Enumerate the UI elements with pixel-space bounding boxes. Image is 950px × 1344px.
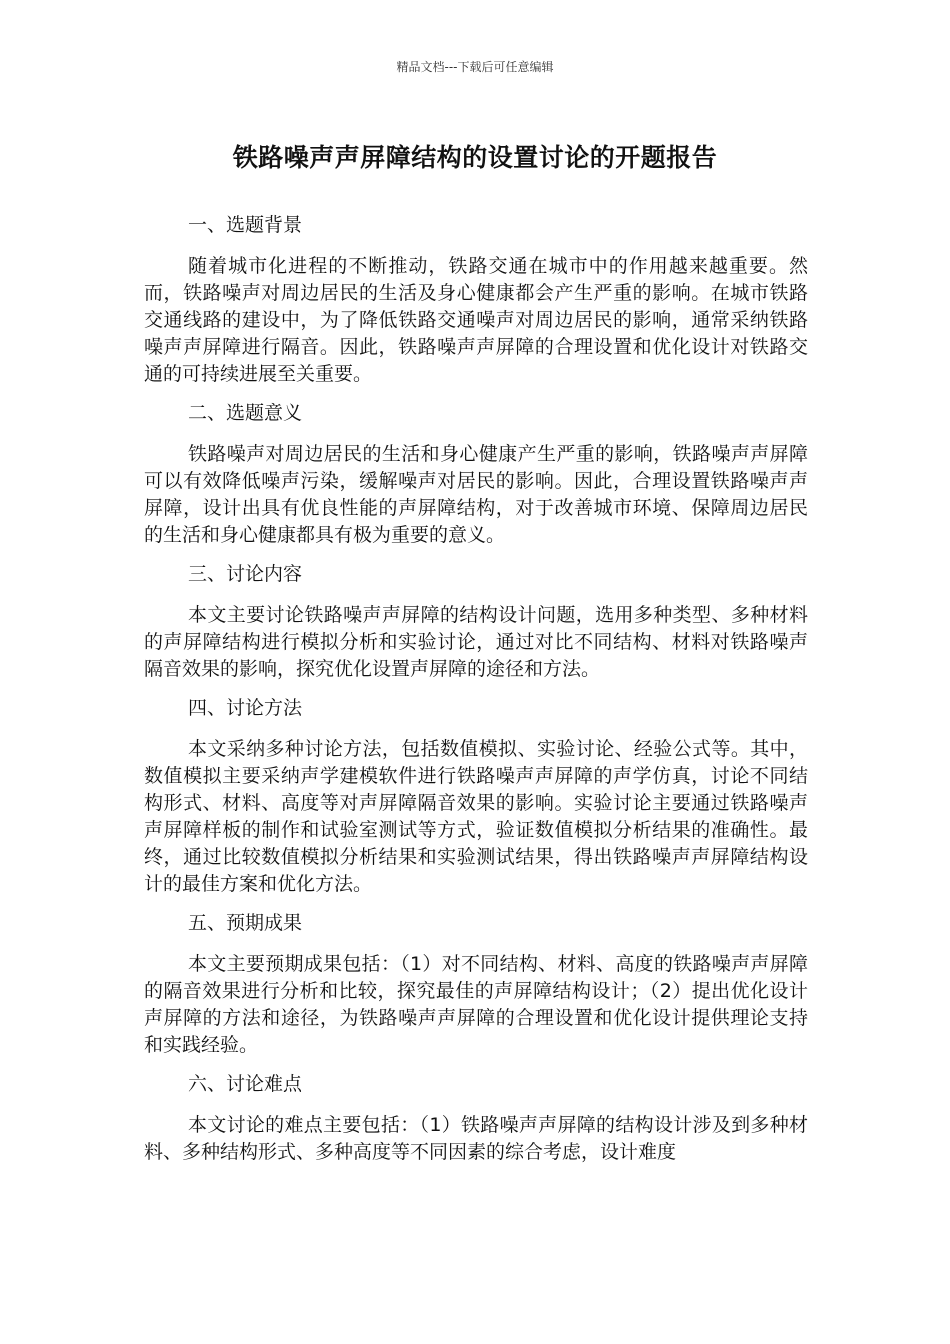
section-paragraph-background: 随着城市化进程的不断推动，铁路交通在城市中的作用越来越重要。然而，铁路噪声对周边居民的生活及身心健康都会产生严重的影响。在城市铁路交通线路的建设中，为了降低铁路交通噪声对周边居民的影响，通常采纳铁路噪声声屏障进行隔音。因此，铁路噪声声屏障的合理设置和优化设计对铁路交通的可持续进展至关重要。 <box>144 255 808 385</box>
section-paragraph-significance: 铁路噪声对周边居民的生活和身心健康产生严重的影响，铁路噪声声屏障可以有效降低噪声污染，缓解噪声对居民的影响。因此，合理设置铁路噪声声屏障，设计出具有优良性能的声屏障结构，对于改善城市环境、保障周边居民的生活和身心健康都具有极为重要的意义。 <box>144 443 808 546</box>
section-paragraph-difficulties: 本文讨论的难点主要包括：（1）铁路噪声声屏障的结构设计涉及到多种材料、多种结构形式、多种高度等不同因素的综合考虑，设计难度 <box>144 1114 808 1163</box>
section-heading-significance: 二、选题意义 <box>188 402 303 424</box>
section-paragraph-methods: 本文采纳多种讨论方法，包括数值模拟、实验讨论、经验公式等。其中，数值模拟主要采纳声学建模软件进行铁路噪声声屏障的声学仿真，讨论不同结构形式、材料、高度等对声屏障隔音效果的影响。实验讨论主要通过铁路噪声声屏障样板的制作和试验室测试等方式，验证数值模拟分析结果的准确性。最终，通过比较数值模拟分析结果和实验测试结果，得出铁路噪声声屏障结构设计的最佳方案和优化方法。 <box>144 738 808 895</box>
section-heading-background: 一、选题背景 <box>188 214 303 236</box>
document-body <box>144 212 808 1178</box>
header-note: 精品文档---下载后可任意编辑 <box>396 60 554 74</box>
section-heading-methods: 四、讨论方法 <box>188 697 303 719</box>
document-title: 铁路噪声声屏障结构的设置讨论的开题报告 <box>232 143 718 172</box>
section-heading-difficulties: 六、讨论难点 <box>188 1073 303 1095</box>
section-heading-content: 三、讨论内容 <box>188 563 303 585</box>
section-paragraph-expected-results: 本文主要预期成果包括：（1）对不同结构、材料、高度的铁路噪声声屏障的隔音效果进行分析和比较，探究最佳的声屏障结构设计；（2）提出优化设计声屏障的方法和途径，为铁路噪声声屏障的合理设置和优化设计提供理论支持和实践经验。 <box>144 953 808 1056</box>
section-heading-expected-results: 五、预期成果 <box>188 912 303 934</box>
section-paragraph-content: 本文主要讨论铁路噪声声屏障的结构设计问题，选用多种类型、多种材料的声屏障结构进行模拟分析和实验讨论，通过对比不同结构、材料对铁路噪声隔音效果的影响，探究优化设置声屏障的途径和方法。 <box>144 604 808 680</box>
